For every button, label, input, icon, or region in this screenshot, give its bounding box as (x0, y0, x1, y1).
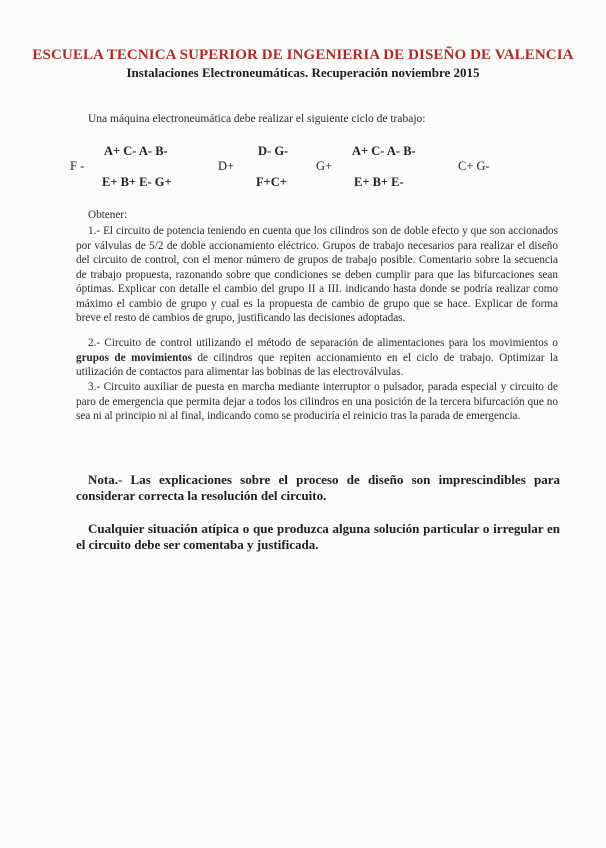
item-3-text: 3.- Circuito auxiliar de puesta en marcha mediante interruptor o pulsador, parada especial y circuito de paro de emergencia que permita dejar a todos los cilindros en una posición de la tercera bifurcación que no sea ni al principio ni al final, indicando como se produciría el reinicio tras la parada de emergencia. (76, 381, 558, 422)
cycle-branch2-bottom: F+C+ (256, 175, 287, 189)
obtener-label: Obtener: (88, 209, 128, 221)
item-3 (76, 380, 558, 424)
item-2-text (76, 336, 558, 380)
irregular-note-block (76, 521, 560, 553)
exam-subtitle: Instalaciones Electroneumáticas. Recuperación noviembre 2015 (126, 65, 480, 80)
intro-text: Una máquina electroneumática debe realizar el siguiente ciclo de trabajo: (88, 113, 426, 125)
note-block (76, 472, 560, 504)
cycle-d-plus: D+ (218, 159, 235, 173)
cycle-f-minus: F - (70, 159, 85, 173)
cycle-branch1-bottom: E+ B+ E- G+ (102, 175, 172, 189)
item-2-bold: grupos de movimientos (76, 351, 192, 364)
cycle-end: C+ G- (458, 159, 490, 173)
item-1-text: 1.- El circuito de potencia teniendo en cuenta que los cilindros son de doble efecto y que son accionados por válvulas de 5/2 de doble accionamiento eléctrico. Grupos de trabajo necesarios para realizar el diseño del circuito de control, con el menor número de grupos de trabajo posible. Comentario sobre la secuencia de trabajo propuesta, razonando sobre que condiciones se deben cumplir para que las bifurcaciones sean óptimas. Explicar con detalle el cambio del grupo II a III. indicando hasta donde se podría realizar como máximo el cambio de grupo y cual es la propuesta de cambio de grupo que se hace. Explicar de forma breve el resto de cambios de grupo, justificando las decisiones adoptadas. (76, 225, 558, 324)
cycle-branch2-top: D- G- (258, 144, 289, 158)
item-1 (76, 224, 558, 326)
cycle-branch3-top: A+ C- A- B- (352, 144, 416, 158)
irregular-note-text: Cualquier situación atípica o que produzca alguna solución particular o irregular en el circuito debe ser comentaba y justificada. (76, 521, 560, 552)
note-text: Nota.- Las explicaciones sobre el proceso de diseño son imprescindibles para considerar correcta la resolución del circuito. (76, 472, 560, 503)
cycle-g-plus: G+ (316, 159, 333, 173)
cycle-branch1-top: A+ C- A- B- (104, 144, 168, 158)
school-title: ESCUELA TECNICA SUPERIOR DE INGENIERIA DE DISEÑO DE VALENCIA (32, 47, 574, 63)
item-2 (76, 336, 558, 380)
item-2-part-a: 2.- Circuito de control utilizando el método de separación de alimentaciones para los movimientos o (88, 337, 558, 349)
item-2-part-b: de cilindros que repiten accionamiento en el ciclo de trabajo. Optimizar la utilización de contactos para alimentar las bobinas de las electroválvulas. (76, 351, 558, 378)
cycle-branch3-bottom: E+ B+ E- (354, 175, 404, 189)
